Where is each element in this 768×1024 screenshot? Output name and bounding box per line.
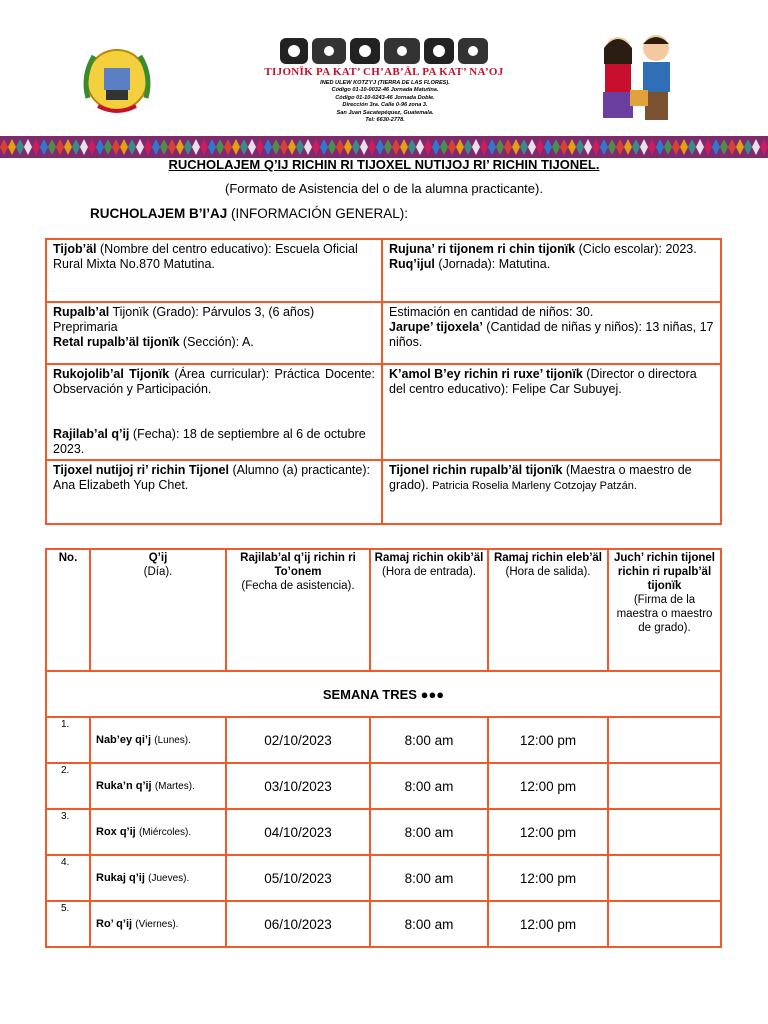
day-name: Nab’ey qi’j [96, 734, 152, 746]
time-out-cell: 12:00 pm [488, 763, 608, 809]
school-name: TIJONÏK PA KAT’ CH’AB’ÄL PA KAT’ NA’OJ [264, 66, 504, 78]
time-out-cell: 12:00 pm [488, 717, 608, 763]
cell-text: (Sección): A. [182, 335, 254, 349]
table-row [46, 717, 721, 763]
day-name: Rukaj q’ij [96, 872, 145, 884]
time-out-cell: 12:00 pm [488, 855, 608, 901]
cell-label: K’amol B’ey richin ri ruxe’ tijonïk [389, 367, 583, 381]
textile-pattern-band [0, 136, 768, 158]
cell-label: Rukojolib’al Tijonïk [53, 367, 170, 381]
header-label: Ramaj richin eleb’äl [493, 552, 602, 564]
header-label: Q’ij [148, 552, 168, 564]
row-number: 2. [46, 763, 90, 809]
document-subtitle: (Formato de Asistencia del o de la alumna practicante). [225, 181, 543, 196]
header-label: Juch’ richin tijonel richin ri rupalb’äl tijonïk [614, 552, 715, 592]
day-name-es: (Jueves). [148, 873, 190, 884]
general-label: RUCHOLAJEM B’I’AJ [90, 206, 228, 221]
cell-text: (Alumno (a) practicante): Ana Elizabeth Yup Chet. [53, 463, 370, 492]
cell-text: (Cantidad de niñas y niños): 13 niñas, 17 niños. [389, 320, 714, 349]
col-header-date [226, 549, 370, 671]
day-cell [90, 717, 226, 763]
day-name-es: (Viernes). [135, 919, 179, 930]
day-name: Ro’ q’ij [96, 918, 133, 930]
header-sub: (Firma de la maestra o maestro de grado). [616, 594, 713, 634]
table-row [46, 855, 721, 901]
header-sub: (Hora de entrada). [382, 566, 476, 578]
info-line: San Juan Sacatepéquez, Guatemala. [336, 109, 434, 116]
cell-label: Tijob’äl [53, 242, 97, 256]
time-in-cell: 8:00 am [370, 855, 488, 901]
row-number: 3. [46, 809, 90, 855]
general-paren: (INFORMACIÓN GENERAL): [231, 206, 409, 221]
grade-cell [46, 302, 382, 364]
header-sub: (Día). [143, 566, 173, 578]
col-header-no [46, 549, 90, 671]
info-line: INED ULEW KOTZ’I’J (TIERRA DE LAS FLORES). [320, 80, 450, 86]
info-line: Código 01-10-0032-46 Jornada Matutina. [331, 87, 439, 94]
cell-text: (Ciclo escolar): 2023. [578, 242, 697, 256]
cell-text: (Área curricular): Práctica Docente: Observación y Participación. [53, 367, 375, 396]
date-cell: 03/10/2023 [226, 763, 370, 809]
cycle-cell [382, 239, 721, 302]
school-seal-logo [76, 40, 158, 122]
cell-label: Jarupe’ tijoxela’ [389, 320, 483, 334]
cell-text: (Jornada): Matutina. [438, 257, 551, 271]
day-cell [90, 809, 226, 855]
header-label: No. [58, 552, 78, 564]
time-out-cell: 12:00 pm [488, 901, 608, 947]
day-cell [90, 763, 226, 809]
signature-cell[interactable] [608, 717, 721, 763]
day-name-es: (Martes). [154, 781, 195, 792]
signature-cell[interactable] [608, 763, 721, 809]
info-line: Código 01-10-0243-46 Jornada Doble. [335, 94, 435, 101]
col-header-day [90, 549, 226, 671]
cell-text: (Maestra o maestro de grado). [389, 463, 692, 492]
date-cell: 06/10/2023 [226, 901, 370, 947]
date-cell: 02/10/2023 [226, 717, 370, 763]
cell-text: Estimación en cantidad de niños: 30. [389, 305, 594, 319]
col-header-signature [608, 549, 721, 671]
day-name: Rox q’ij [96, 826, 136, 838]
cell-text: (Nombre del centro educativo): Escuela Oficial Rural Mixta No.870 Matutina. [53, 242, 358, 271]
mayan-glyphs-banner [280, 36, 490, 66]
cell-text: Tijonïk (Grado): Párvulos 3, (6 años) Preprimaria [53, 305, 315, 334]
info-line: Dirección 3ra. Calle 0-96 zona 3. [342, 102, 428, 109]
signature-cell[interactable] [608, 901, 721, 947]
day-name-es: (Miércoles). [138, 827, 192, 838]
cell-label: Rupalb’al [53, 305, 110, 319]
signature-cell[interactable] [608, 809, 721, 855]
time-out-cell: 12:00 pm [488, 809, 608, 855]
header-sub: (Hora de salida). [505, 566, 591, 578]
row-number: 5. [46, 901, 90, 947]
header-label: Rajilab’al q’ij richin ri To’onem [240, 552, 356, 578]
header-label: Ramaj richin okib’äl [374, 552, 484, 564]
row-number: 4. [46, 855, 90, 901]
cell-label: Rujuna’ ri tijonem ri chin tijonïk [389, 242, 576, 256]
time-in-cell: 8:00 am [370, 901, 488, 947]
students-cell [382, 302, 721, 364]
date-cell: 05/10/2023 [226, 855, 370, 901]
cell-label: Retal rupalb’äl tijonïk [53, 335, 180, 349]
document-title: RUCHOLAJEM Q’IJ RICHIN RI TIJOXEL NUTIJOJ RI’ RICHIN TIJONEL. [168, 157, 600, 172]
cell-text: (Fecha): 18 de septiembre al 6 de octubre 2023. [53, 427, 366, 456]
table-row [46, 901, 721, 947]
time-in-cell: 8:00 am [370, 717, 488, 763]
director-cell [382, 364, 721, 460]
table-row [46, 763, 721, 809]
day-cell [90, 901, 226, 947]
cell-label: Rajilab’al q’ij [53, 427, 130, 441]
cell-text: (Director o directora del centro educativo): Felipe Car Subuyej. [389, 367, 697, 396]
info-line: Tel: 6630-2778. [365, 117, 405, 124]
cell-label: Ruq’ijul [389, 257, 435, 271]
time-in-cell: 8:00 am [370, 809, 488, 855]
area-date-cell [46, 364, 382, 460]
date-cell: 04/10/2023 [226, 809, 370, 855]
signature-cell[interactable] [608, 855, 721, 901]
col-header-in [370, 549, 488, 671]
children-illustration [590, 30, 686, 130]
school-cell [46, 239, 382, 302]
general-info-heading [90, 206, 408, 221]
grade-teacher-cell: Tijonel richin rupalb’äl tijonïk (Maestra o maestro de grado). Patricia Roselia Marleny Cotzojay Patzán. [382, 460, 721, 524]
time-in-cell: 8:00 am [370, 763, 488, 809]
col-header-out [488, 549, 608, 671]
general-info-table [45, 238, 722, 525]
school-contact-info [300, 80, 470, 124]
table-row [46, 809, 721, 855]
row-number: 1. [46, 717, 90, 763]
week-label: SEMANA TRES ●●● [46, 671, 721, 717]
cell-label: Tijoxel nutijoj ri’ richin Tijonel [53, 463, 229, 477]
day-name: Ruka’n q’ij [96, 780, 152, 792]
header-sub: (Fecha de asistencia). [241, 580, 355, 592]
attendance-table [45, 548, 722, 948]
teacher-name: Patricia Roselia Marleny Cotzojay Patzán [432, 480, 634, 492]
day-cell [90, 855, 226, 901]
cell-label: Tijonel richin rupalb’äl tijonïk [389, 463, 563, 477]
student-teacher-cell [46, 460, 382, 524]
day-name-es: (Lunes). [154, 735, 191, 746]
